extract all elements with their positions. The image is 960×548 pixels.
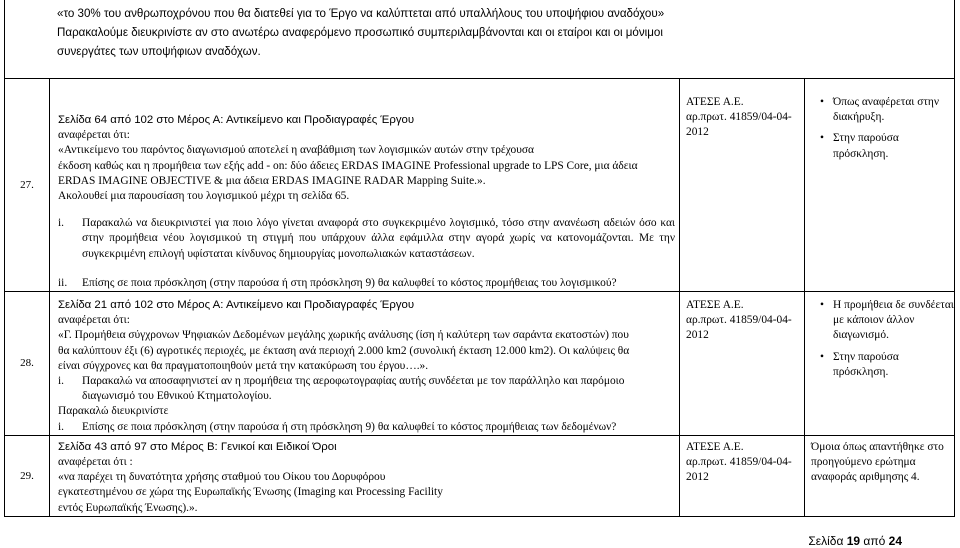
ref-line: αρ.πρωτ. 41859/04-04- <box>686 314 792 327</box>
answer-bullet: • Η προμήθεια δε συνδέεται με κάποιον άλλον διαγωνισμό. <box>820 299 954 342</box>
ref-line: 2012 <box>686 471 709 484</box>
body-line: διαγωνισμό του Εθνικού Κτηματολογίου. <box>82 390 272 403</box>
ref-line: 2012 <box>686 126 709 139</box>
list-item: ii. Επίσης σε ποια πρόσκληση (στην παρούσα ή στη πρόσκληση 9) θα καλυφθεί το κόστος προμήθειας του λογισμικού? <box>58 276 617 289</box>
row-number: 28. <box>20 357 34 370</box>
table-row <box>5 79 955 292</box>
intro-text <box>5 0 954 78</box>
list-item: i. Παρακαλώ να αποσαφηνιστεί αν η προμήθεια της αεροφωτογραφίας αυτής συνδέεται με τον παράλληλο και παρόμοιο <box>58 375 625 388</box>
intro-line: συνεργάτες των υποψήφιων αναδόχων. <box>57 45 261 58</box>
body-line: «Αντικείμενο του παρόντος διαγωνισμού αποτελεί η αναβάθμιση των λογισμικών αυτών στην τρέχουσα <box>58 144 534 157</box>
intro-line: «το 30% του ανθρωποχρόνου που θα διατεθεί για το Έργο να καλύπτεται από υπαλλήλους του υποψήφιου αναδόχου» <box>57 7 665 20</box>
answer-bullet: • Όπως αναφέρεται στην διακήρυξη. <box>820 96 940 124</box>
body-line: εντός Ευρωπαϊκής Ένωσης).». <box>58 501 198 514</box>
section-heading: Σελίδα 43 από 97 στο Μέρος Β: Γενικοί και Ειδικοί Όροι <box>58 440 337 453</box>
intro-line: Παρακαλούμε διευκρινίστε αν στο ανωτέρω αναφερόμενο προσωπικό συμπεριλαμβάνονται και οι εταίροι και οι μόνιμοι <box>57 26 663 39</box>
questions-table <box>4 0 955 517</box>
body-line: «να παρέχει τη δυνατότητα χρήσης σταθμού του Οίκου του Δορυφόρου <box>58 471 386 484</box>
body-line: «Γ. Προμήθεια σύγχρονων Ψηφιακών Δεδομένων μεγάλης χωρικής ανάλυσης (ίση ή καλύτερη των σαράντα εκατοστών) που <box>58 329 629 342</box>
body-line: αναφέρεται ότι: <box>58 314 130 327</box>
body-line: αναφέρεται ότι : <box>58 456 133 469</box>
row-number: 29. <box>20 469 34 482</box>
current-page: 19 <box>846 534 861 548</box>
body-line: θα καλύπτουν έξι (6) αγροτικές περιοχές, με έκταση ανά περιοχή 2.000 km2 (συνολική έκταση 12.000 km2). Οι καλύψεις θα <box>58 344 630 357</box>
table-row <box>5 292 955 436</box>
ref-line: 2012 <box>686 329 709 342</box>
total-pages: 24 <box>888 534 902 548</box>
ref-line: ΑΤΕΣΕ Α.Ε. <box>686 299 744 312</box>
body-line: εγκατεστημένου σε χώρα της Ευρωπαϊκής Ένωσης (Imaging και Processing Facility <box>58 486 443 499</box>
row-number: 27. <box>20 179 34 192</box>
ref-line: ΑΤΕΣΕ Α.Ε. <box>686 96 744 108</box>
ref-line: αρ.πρωτ. 41859/04-04- <box>686 456 792 469</box>
body-line: έκδοση καθώς και η προμήθεια των εξής add - on: δύο άδειες ERDAS IMAGINE Professional upgrade to LPS Core, μια άδεια <box>58 159 638 172</box>
body-line: ERDAS IMAGINE OBJECTIVE & μια άδεια ERDAS IMAGINE RADAR Mapping Suite.». <box>58 174 486 187</box>
list-item: i. Παρακαλώ να διευκρινιστεί για ποιο λόγο γίνεται αναφορά στο συγκεκριμένο λογισμικό, τόσο στην ανανέωση αδειών όσο και στην προμήθεια νέου λογισμικού τη στιγμή που υπάρχουν άλλα εφάμιλλα στην αγορά χωρίς να κατονομάζονται. Με την συγκεκριμένη επιλογή υφίσταται κίνδυνος δημιουργίας μονοπωλιακών καταστάσεων. <box>58 217 675 260</box>
section-heading: Σελίδα 21 από 102 στο Μέρος Α: Αντικείμενο και Προδιαγραφές Έργου <box>58 299 415 312</box>
ref-line: ΑΤΕΣΕ Α.Ε. <box>686 440 744 453</box>
page-footer: Σελίδα 19 από 24 <box>808 534 902 548</box>
table-row <box>5 0 955 79</box>
body-line: Παρακαλώ διευκρινίστε <box>58 405 169 418</box>
ref-line: αρ.πρωτ. 41859/04-04- <box>686 111 792 124</box>
table-row <box>5 435 955 516</box>
answer-bullet: • Στην παρούσα πρόσκληση. <box>820 132 899 160</box>
body-line: είναι σύγχρονες και θα πραγματοποιηθούν μετά την κατακύρωση του έργου….». <box>58 359 429 372</box>
list-item: i. Επίσης σε ποια πρόσκληση (στην παρούσα ή στη πρόσκληση 9) θα καλυφθεί το κόστος προμήθειας των δεδομένων? <box>58 420 617 433</box>
body-line: αναφέρεται ότι: <box>58 129 130 142</box>
body-line: Ακολουθεί μια παρουσίαση του λογισμικού μέχρι τη σελίδα 65. <box>58 190 350 203</box>
section-heading: Σελίδα 64 από 102 στο Μέρος Α: Αντικείμενο και Προδιαγραφές Έργου <box>58 114 415 126</box>
answer-bullet: • Στην παρούσα πρόσκληση. <box>820 350 899 378</box>
answer-text: Όμοια όπως απαντήθηκε στο προηγούμενο ερώτημα αναφοράς αριθμησης 4. <box>811 440 944 484</box>
